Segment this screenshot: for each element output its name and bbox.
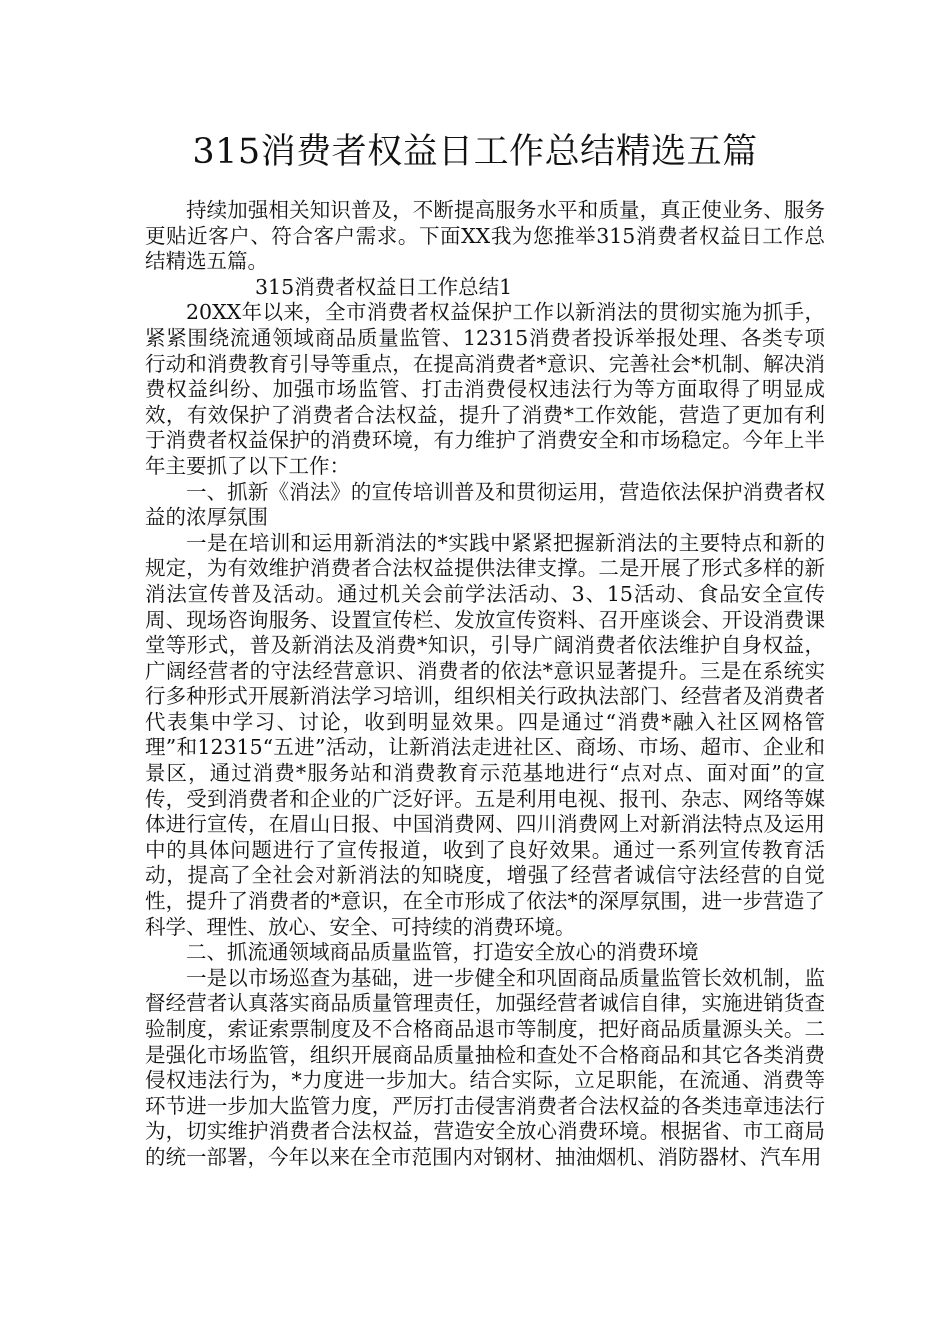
intro-paragraph: 持续加强相关知识普及，不断提高服务水平和质量，真正使业务、服务更贴近客户、符合客户需求。下面XX我为您推举315消费者权益日工作总结精选五篇。	[145, 198, 825, 274]
document-title: 315消费者权益日工作总结精选五篇	[192, 132, 758, 172]
body-paragraph: 一是以市场巡查为基础，进一步健全和巩固商品质量监管长效机制，监督经营者认真落实商品质量管理责任，加强经营者诚信自律，实施进销货查验制度，索证索票制度及不合格商品退市等制度，把好商品质量源头关。二是强化市场监管，组织开展商品质量抽检和查处不合格商品和其它各类消费侵权违法行为，*力度进一步加大。结合实际，立足职能，在流通、消费等环节进一步加大监管力度，严厉打击侵害消费者合法权益的各类违章违法行为，切实维护消费者合法权益，营造安全放心消费环境。根据省、市工商局的统一部署，今年以来在全市范围内对钢材、抽油烟机、消防器材、汽车用	[145, 965, 825, 1169]
section-heading-one: 一、抓新《消法》的宣传培训普及和贯彻运用，营造依法保护消费者权益的浓厚氛围	[145, 479, 825, 530]
body-paragraph: 20XX年以来，全市消费者权益保护工作以新消法的贯彻实施为抓手，紧紧围绕流通领域商品质量监管、12315消费者投诉举报处理、各类专项行动和消费教育引导等重点，在提高消费者*意识、完善社会*机制、解决消费权益纠纷、加强市场监管、打击消费侵权违法行为等方面取得了明显成效，有效保护了消费者合法权益，提升了消费*工作效能，营造了更加有利于消费者权益保护的消费环境，有力维护了消费安全和市场稳定。今年上半年主要抓了以下工作：	[145, 300, 825, 478]
section-subheading: 315消费者权益日工作总结1	[255, 274, 513, 299]
body-paragraph: 一是在培训和运用新消法的*实践中紧紧把握新消法的主要特点和新的规定，为有效维护消费者合法权益提供法律支撑。二是开展了形式多样的新消法宣传普及活动。通过机关会前学法活动、3、15活动、食品安全宣传周、现场咨询服务、设置宣传栏、发放宣传资料、召开座谈会、开设消费课堂等形式，普及新消法及消费*知识，引导广阔消费者依法维护自身权益，广阔经营者的守法经营意识、消费者的依法*意识显著提升。三是在系统实行多种形式开展新消法学习培训，组织相关行政执法部门、经营者及消费者代表集中学习、讨论，收到明显效果。四是通过“消费*融入社区网格管理”和12315“五进”活动，让新消法走进社区、商场、市场、超市、企业和景区，通过消费*服务站和消费教育示范基地进行“点对点、面对面”的宣传，受到消费者和企业的广泛好评。五是利用电视、报刊、杂志、网络等媒体进行宣传，在眉山日报、中国消费网、四川消费网上对新消法特点及运用中的具体问题进行了宣传报道，收到了良好效果。通过一系列宣传教育活动，提高了全社会对新消法的知晓度，增强了经营者诚信守法经营的自觉性，提升了消费者的*意识，在全市形成了依法*的深厚氛围，进一步营造了科学、理性、放心、安全、可持续的消费环境。	[145, 530, 825, 939]
document-body	[145, 198, 825, 1171]
section-heading-two: 二、抓流通领域商品质量监管，打造安全放心的消费环境	[186, 940, 699, 965]
